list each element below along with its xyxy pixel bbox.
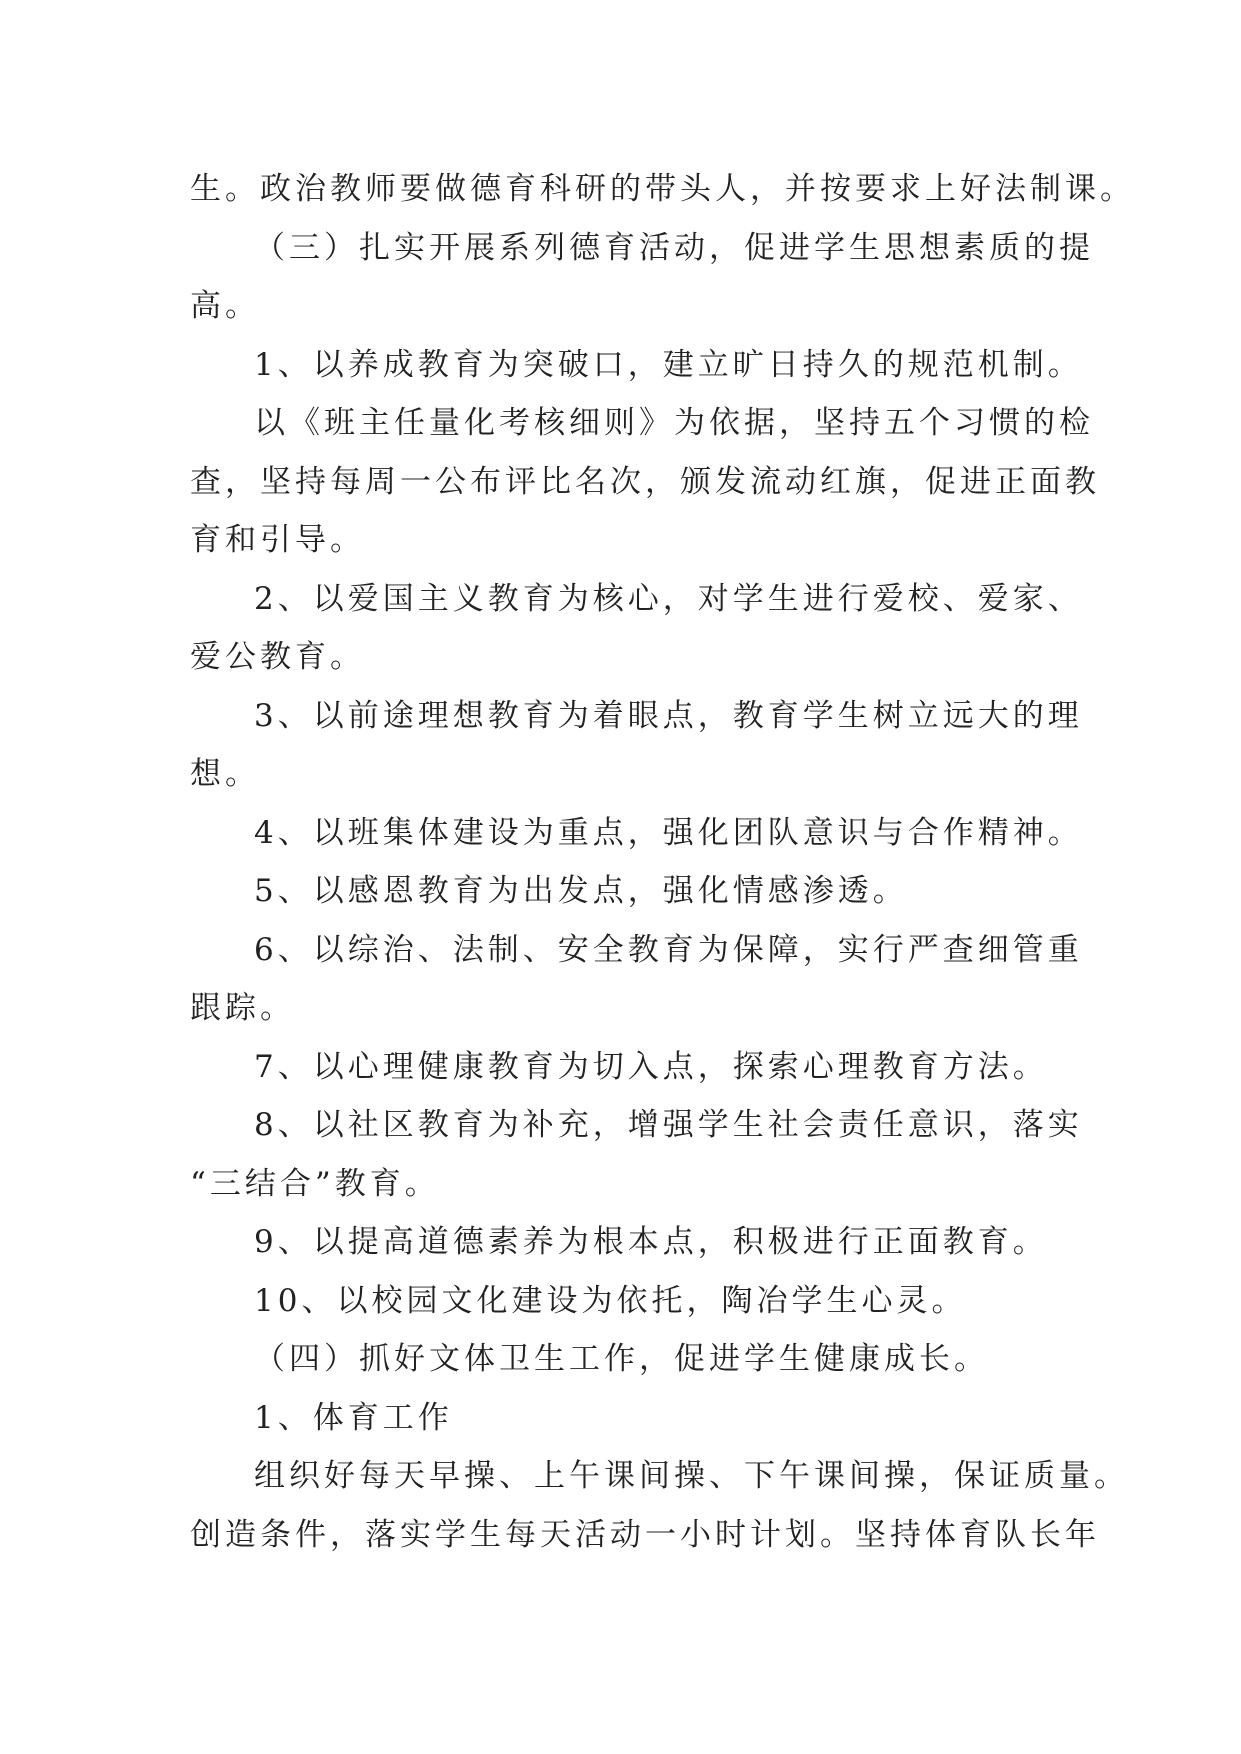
text-line: 8、以社区教育为补充，增强学生社会责任意识，落实 — [254, 1107, 1083, 1143]
text-line: 创造条件，落实学生每天活动一小时计划。坚持体育队长年 — [190, 1516, 1100, 1553]
body-text — [190, 160, 1135, 1564]
text-line: 想。 — [190, 756, 260, 792]
text-line: 1、以养成教育为突破口，建立旷日持久的规范机制。 — [254, 346, 1083, 383]
text-line: 以《班主任量化考核细则》为依据，坚持五个习惯的检 — [254, 405, 1094, 441]
text-line: 7、以心理健康教育为切入点，探索心理教育方法。 — [254, 1048, 1048, 1085]
text-line: 3、以前途理想教育为着眼点，教育学生树立远大的理 — [254, 697, 1083, 734]
text-line: 2、以爱国主义教育为核心，对学生进行爱校、爱家、 — [254, 580, 1083, 617]
text-line: 1、体育工作 — [254, 1399, 453, 1436]
text-line: 高。 — [190, 288, 260, 324]
text-line: 5、以感恩教育为出发点，强化情感渗透。 — [254, 873, 908, 909]
text-line: （三）扎实开展系列德育活动，促进学生思想素质的提 — [254, 229, 1094, 266]
text-line: 育和引导。 — [190, 522, 365, 558]
text-line: 生。政治教师要做德育科研的带头人，并按要求上好法制课。 — [190, 171, 1135, 207]
text-line: 跟踪。 — [190, 990, 295, 1026]
text-line: 4、以班集体建设为重点，强化团队意识与合作精神。 — [254, 814, 1083, 851]
text-line: 爱公教育。 — [190, 639, 365, 675]
text-line: 9、以提高道德素养为根本点，积极进行正面教育。 — [254, 1224, 1048, 1260]
text-line: 6、以综治、法制、安全教育为保障，实行严查细管重 — [254, 931, 1083, 968]
text-line: （四）抓好文体卫生工作，促进学生健康成长。 — [254, 1341, 989, 1377]
text-line: 查，坚持每周一公布评比名次，颁发流动红旗，促进正面教 — [190, 463, 1100, 500]
text-line: 组织好每天早操、上午课间操、下午课间操，保证质量。 — [254, 1458, 1129, 1494]
text-line: “三结合”教育。 — [190, 1165, 440, 1202]
text-line: 10、以校园文化建设为依托，陶冶学生心灵。 — [254, 1282, 967, 1319]
